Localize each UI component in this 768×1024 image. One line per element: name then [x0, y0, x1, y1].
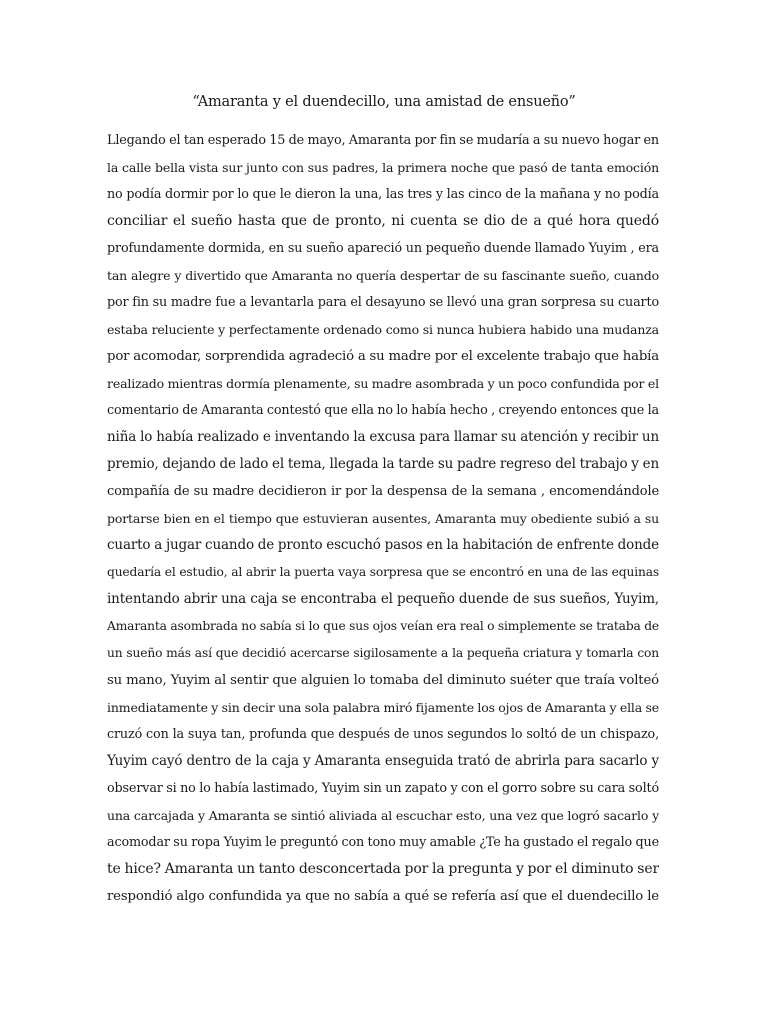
body-line: compañía de su madre decidieron ir por la despensa de la semana , encomendándole [107, 484, 659, 499]
body-line: estaba reluciente y perfectamente ordenado como si nunca hubiera habido una mudanza [107, 322, 659, 337]
body-line: por acomodar, sorprendida agradeció a su madre por el excelente trabajo que había [107, 349, 659, 364]
document-title: “Amaranta y el duendecillo, una amistad de ensueño” [192, 94, 576, 110]
body-line: quedaría el estudio, al abrir la puerta vaya sorpresa que se encontró en una de las equinas [107, 565, 659, 579]
body-line: un sueño más así que decidió acercarse sigilosamente a la pequeña criatura y tomarla con [107, 646, 659, 660]
body-line: Yuyim cayó dentro de la caja y Amaranta enseguida trató de abrirla para sacarlo y [107, 753, 659, 769]
body-line: cuarto a jugar cuando de pronto escuchó pasos en la habitación de enfrente donde [107, 537, 659, 553]
body-line: observar si no lo había lastimado, Yuyim sin un zapato y con el gorro sobre su cara soltó [107, 781, 659, 796]
body-line: niña lo había realizado e inventando la excusa para llamar su atención y recibir un [107, 429, 659, 445]
body-line: Llegando el tan esperado 15 de mayo, Amaranta por fin se mudaría a su nuevo hogar en [107, 133, 659, 148]
body-line: respondió algo confundida ya que no sabía a qué se refería así que el duendecillo le [107, 889, 659, 904]
body-line: premio, dejando de lado el tema, llegada la tarde su padre regreso del trabajo y en [107, 456, 659, 472]
body-line: portarse bien en el tiempo que estuvieran ausentes, Amaranta muy obediente subió a su [107, 511, 659, 526]
body-line: cruzó con la suya tan, profunda que después de unos segundos lo soltó de un chispazo, [107, 727, 659, 742]
body-line: Amaranta asombrada no sabía si lo que sus ojos veían era real o simplemente se trataba de [107, 619, 659, 633]
body-line: conciliar el sueño hasta que de pronto, ni cuenta se dio de a qué hora quedó [107, 213, 659, 229]
body-line: realizado mientras dormía plenamente, su madre asombrada y un poco confundida por el [107, 376, 659, 391]
body-line: comentario de Amaranta contestó que ella no lo había hecho , creyendo entonces que la [107, 403, 659, 418]
body-line: inmediatamente y sin decir una sola palabra miró fijamente los ojos de Amaranta y ella se [107, 700, 659, 715]
document-body [107, 127, 659, 910]
body-line: tan alegre y divertido que Amaranta no quería despertar de su fascinante sueño, cuando [107, 268, 659, 283]
body-line: intentando abrir una caja se encontraba el pequeño duende de sus sueños, Yuyim, [107, 591, 659, 607]
body-line: acomodar su ropa Yuyim le preguntó con tono muy amable ¿Te ha gustado el regalo que [107, 835, 659, 850]
body-line: una carcajada y Amaranta se sintió aliviada al escuchar esto, una vez que logró sacarlo y [107, 808, 659, 823]
body-line: no podía dormir por lo que le dieron la una, las tres y las cinco de la mañana y no podía [107, 187, 659, 202]
body-line: te hice? Amaranta un tanto desconcertada por la pregunta y por el diminuto ser [107, 861, 659, 877]
body-line: profundamente dormida, en su sueño apareció un pequeño duende llamado Yuyim , era [107, 241, 659, 256]
body-line: su mano, Yuyim al sentir que alguien lo tomaba del diminuto suéter que traía volteó [107, 673, 659, 688]
body-line: la calle bella vista sur junto con sus padres, la primera noche que pasó de tanta emoción [107, 160, 659, 175]
body-line: por fin su madre fue a levantarla para el desayuno se llevó una gran sorpresa su cuarto [107, 295, 659, 310]
